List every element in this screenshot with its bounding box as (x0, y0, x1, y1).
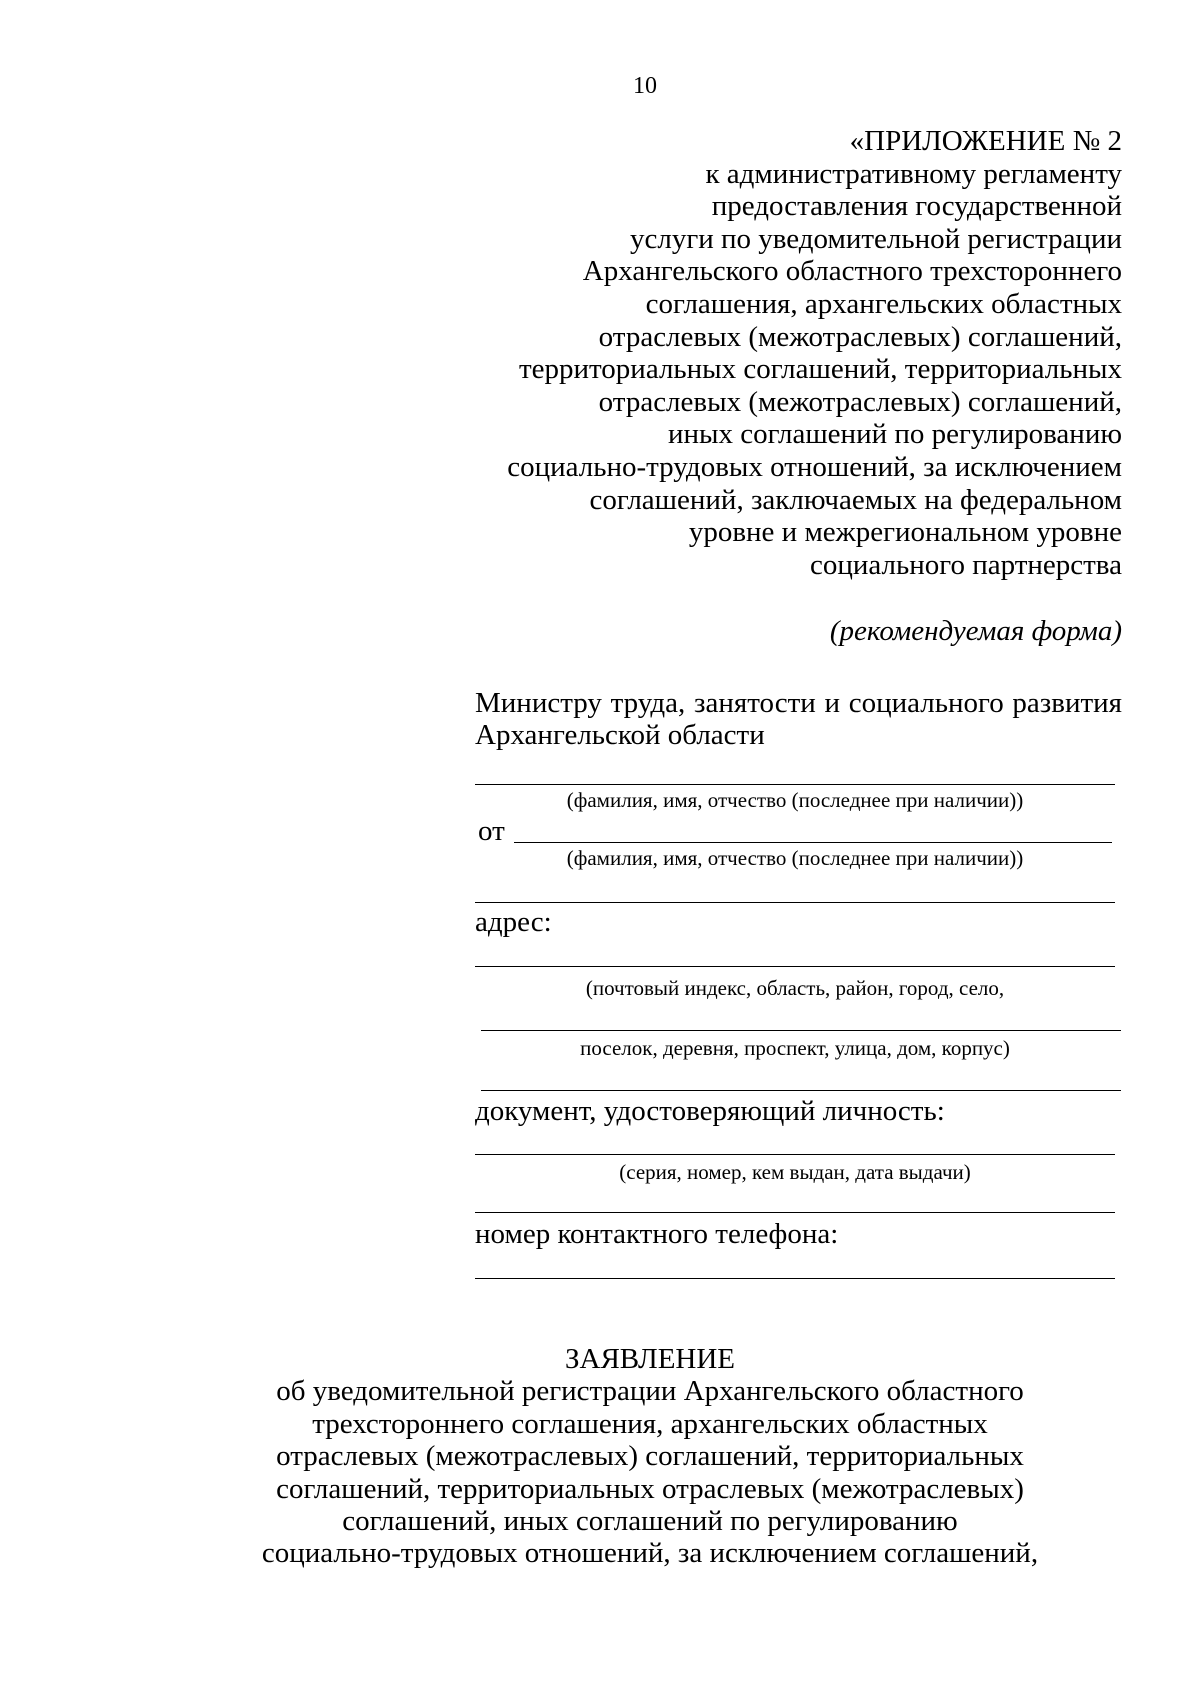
address-caption-2: поселок, деревня, проспект, улица, дом, корпус) (580, 1036, 1010, 1060)
statement-line: трехстороннего соглашения, архангельских областных (312, 1407, 988, 1440)
phone-label: номер контактного телефона: (475, 1218, 839, 1250)
appendix-line: услуги по уведомительной регистрации (629, 222, 1122, 255)
appendix-line: социального партнерства (810, 548, 1122, 581)
appendix-header (400, 125, 1122, 581)
statement-line: соглашений, территориальных отраслевых (межотраслевых) (276, 1472, 1024, 1505)
phone-line[interactable] (475, 1278, 1115, 1279)
applicant-name-caption: (фамилия, имя, отчество (последнее при наличии)) (566, 846, 1024, 870)
id-document-caption: (серия, номер, кем выдан, дата выдачи) (619, 1160, 971, 1184)
appendix-line: уровне и межрегиональном уровне (688, 516, 1122, 549)
statement-line: отраслевых (межотраслевых) соглашений, территориальных (276, 1440, 1024, 1473)
minister-name-caption: (фамилия, имя, отчество (последнее при наличии)) (566, 788, 1024, 812)
appendix-line: Архангельского областного трехстороннего (582, 255, 1122, 288)
addressee-line-2: Архангельской области (475, 719, 765, 751)
statement-block (200, 1343, 1100, 1570)
appendix-line: соглашений, заключаемых на федеральном (589, 483, 1122, 516)
address-caption-1: (почтовый индекс, область, район, город, село, (585, 976, 1005, 1000)
id-document-label: документ, удостоверяющий личность: (475, 1095, 945, 1127)
minister-name-line[interactable] (475, 784, 1115, 785)
address-line-2[interactable] (481, 1030, 1121, 1031)
appendix-line: «ПРИЛОЖЕНИЕ № 2 (849, 125, 1122, 157)
page-number: 10 (633, 73, 657, 99)
applicant-name-continuation-line[interactable] (475, 902, 1115, 903)
address-line-1[interactable] (475, 966, 1115, 967)
addressee-block (475, 687, 1122, 751)
statement-line: социально-трудовых отношений, за исключением соглашений, (261, 1537, 1039, 1570)
appendix-line: иных соглашений по регулированию (667, 418, 1122, 451)
address-line-3[interactable] (481, 1090, 1121, 1091)
addressee-line-1: Министру труда, занятости и социального развития (475, 687, 1122, 719)
appendix-line: отраслевых (межотраслевых) соглашений, (598, 385, 1122, 418)
appendix-line: социально-трудовых отношений, за исключением (507, 450, 1122, 483)
statement-title: ЗАЯВЛЕНИЕ (564, 1343, 736, 1375)
id-document-line-1[interactable] (475, 1154, 1115, 1155)
appendix-line: отраслевых (межотраслевых) соглашений, (598, 320, 1122, 353)
appendix-line: территориальных соглашений, территориальных (518, 353, 1122, 386)
address-label: адрес: (475, 906, 552, 938)
appendix-line: предоставления государственной (711, 190, 1122, 223)
recommended-form-note: (рекомендуемая форма) (829, 615, 1122, 647)
from-label: от (478, 815, 505, 847)
appendix-line: к административному регламенту (705, 157, 1122, 190)
statement-line: об уведомительной регистрации Архангельского областного (276, 1375, 1024, 1408)
applicant-name-line[interactable] (514, 842, 1112, 843)
appendix-line: соглашения, архангельских областных (645, 287, 1122, 320)
statement-line: соглашений, иных соглашений по регулированию (342, 1505, 958, 1538)
id-document-line-2[interactable] (475, 1212, 1115, 1213)
